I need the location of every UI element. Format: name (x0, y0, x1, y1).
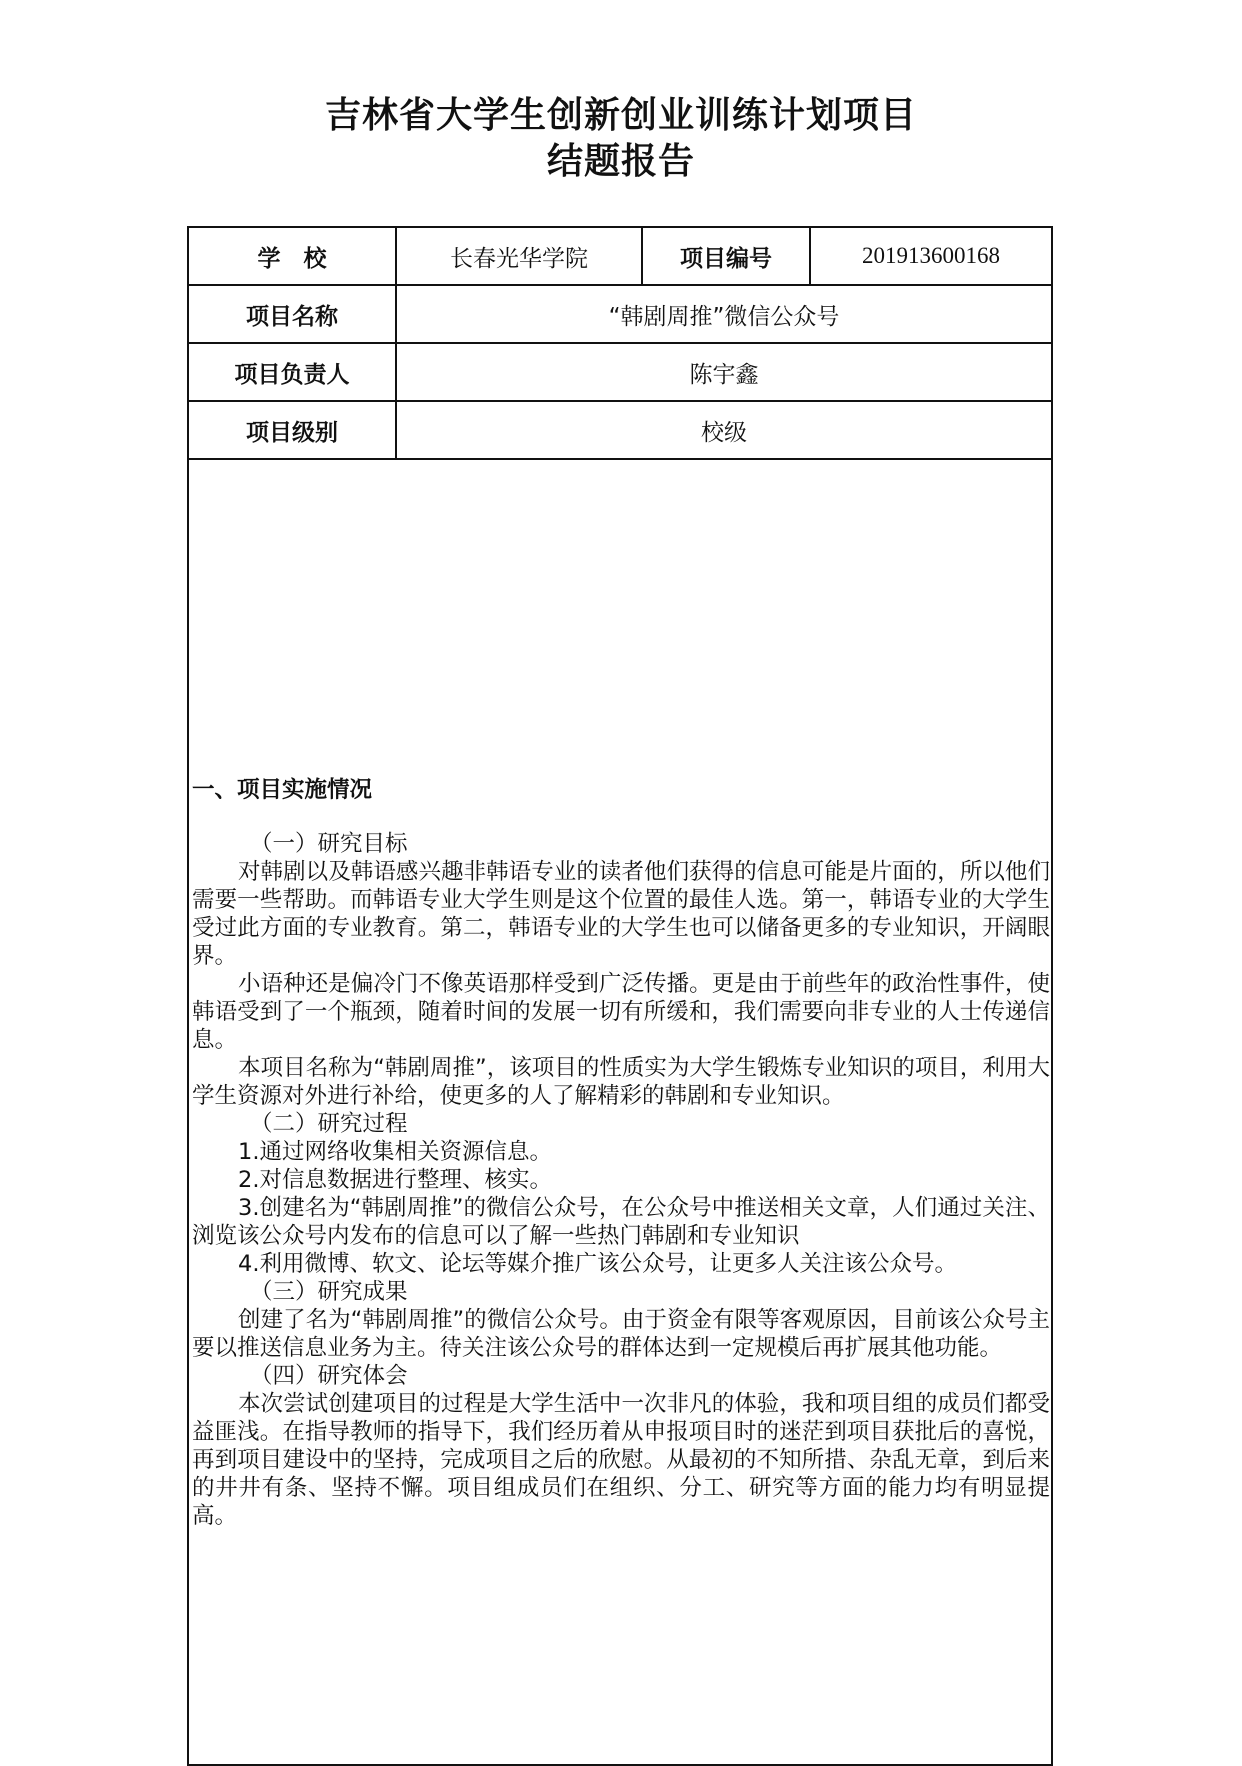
project-name-value: “韩剧周推”微信公众号 (608, 303, 840, 330)
report-body (192, 776, 1050, 1530)
project-number-value: 201913600168 (862, 243, 1000, 268)
goal-paragraph: 对韩剧以及韩语感兴趣非韩语专业的读者他们获得的信息可能是片面的，所以他们需要一些帮助。而韩语专业大学生则是这个位置的最佳人选。第一，韩语专业的大学生受过此方面的专业教育。第二，韩语专业的大学生也可以储备更多的专业知识，开阔眼界。 (192, 859, 1050, 969)
process-step: 4.利用微博、软文、论坛等媒介推广该公众号，让更多人关注该公众号。 (238, 1251, 957, 1277)
process-step: 1.通过网络收集相关资源信息。 (238, 1139, 552, 1165)
project-level-label: 项目级别 (246, 419, 338, 446)
experience-paragraph: 本次尝试创建项目的过程是大学生活中一次非凡的体验，我和项目组的成员们都受益匪浅。在指导教师的指导下，我们经历着从申报项目时的迷茫到项目获批后的喜悦，再到项目建设中的坚持，完成项目之后的欣慰。从最初的不知所措、杂乱无章，到后来的井井有条、坚持不懈。项目组成员们在组织、分工、研究等方面的能力均有明显提高。 (192, 1391, 1050, 1529)
process-step: 3.创建名为“韩剧周推”的微信公众号，在公众号中推送相关文章，人们通过关注、浏览该公众号内发布的信息可以了解一些热门韩剧和专业知识 (192, 1195, 1050, 1249)
goal-paragraph: 小语种还是偏冷门不像英语那样受到广泛传播。更是由于前些年的政治性事件，使韩语受到了一个瓶颈，随着时间的发展一切有所缓和，我们需要向非专业的人士传递信息。 (192, 971, 1050, 1053)
goal-paragraph: 本项目名称为“韩剧周推”，该项目的性质实为大学生锻炼专业知识的项目，利用大学生资源对外进行补给，使更多的人了解精彩的韩剧和专业知识。 (192, 1055, 1050, 1109)
project-name-label: 项目名称 (246, 303, 338, 330)
report-title-line2: 结题报告 (546, 141, 695, 182)
report-title-line1: 吉林省大学生创新创业训练计划项目 (324, 95, 917, 136)
section-title: 一、项目实施情况 (192, 777, 373, 803)
report-form (187, 226, 1053, 1766)
process-step: 2.对信息数据进行整理、核实。 (238, 1167, 552, 1193)
project-leader-value: 陈宇鑫 (689, 361, 759, 388)
project-level-value: 校级 (701, 419, 747, 446)
project-number-label: 项目编号 (680, 245, 772, 272)
school-value: 长春光华学院 (450, 245, 588, 272)
school-label: 学 校 (257, 245, 327, 272)
goal-heading: （一）研究目标 (250, 831, 408, 857)
result-paragraph: 创建了名为“韩剧周推”的微信公众号。由于资金有限等客观原因，目前该公众号主要以推送信息业务为主。待关注该公众号的群体达到一定规模后再扩展其他功能。 (192, 1307, 1050, 1361)
project-leader-label: 项目负责人 (234, 361, 350, 388)
process-heading: （二）研究过程 (250, 1111, 408, 1137)
experience-heading: （四）研究体会 (250, 1363, 408, 1389)
result-heading: （三）研究成果 (250, 1279, 408, 1305)
row-divider (189, 458, 1051, 460)
